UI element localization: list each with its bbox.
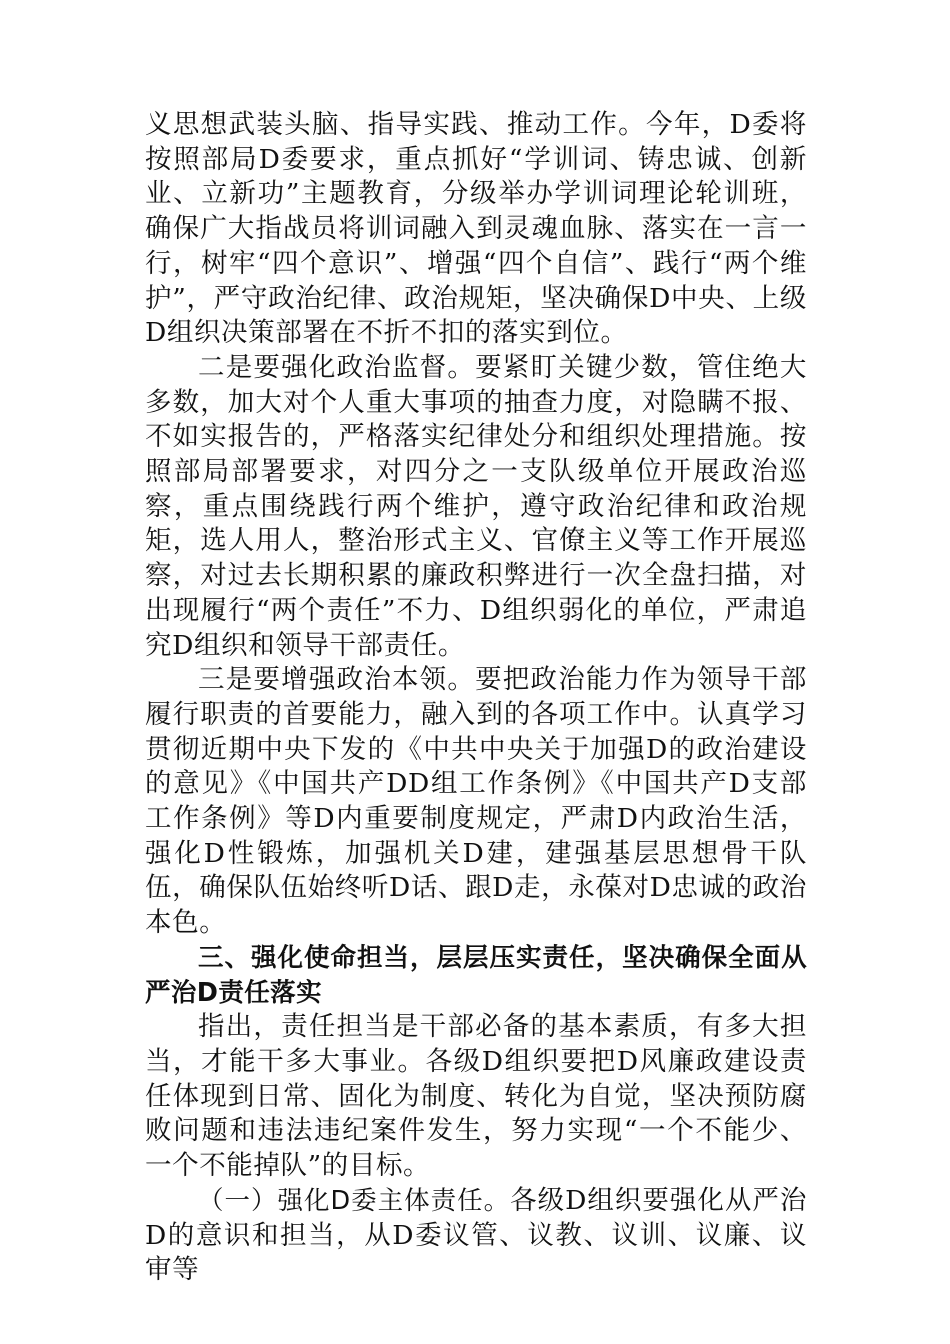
paragraph-continuation: 义思想武装头脑、指导实践、推动工作。今年，D委将按照部局D委要求，重点抓好“学训词、铸忠诚、创新业、立新功”主题教育，分级举办学训词理论轮训班，确保广大指战员将训词融入到灵魂血脉、落实在一言一行，树牢“四个意识”、增强“四个自信”、践行“两个维护”，严守政治纪律、政治规矩，坚决确保D中央、上级D组织决策部署在不折不扣的落实到位。 [145, 109, 807, 349]
paragraph-political-ability: 三是要增强政治本领。要把政治能力作为领导干部履行职责的首要能力，融入到的各项工作中。认真学习贯彻近期中央下发的《中共中央关于加强D的政治建设的意见》《中国共产DD组工作条例》《中国共产D支部工作条例》等D内重要制度规定，严肃D内政治生活，强化D性锻炼，加强机关D建，建强基层思想骨干队伍，确保队伍始终听D话、跟D走，永葆对D忠诚的政治本色。 [145, 664, 807, 939]
paragraph-political-supervision: 二是要强化政治监督。要紧盯关键少数，管住绝大多数，加大对个人重大事项的抽查力度，对隐瞒不报、不如实报告的，严格落实纪律处分和组织处理措施。按照部局部署要求，对四分之一支队级单位开展政治巡察，重点围绕践行两个维护，遵守政治纪律和政治规矩，选人用人，整治形式主义、官僚主义等工作开展巡察，对过去长期积累的廉政积弊进行一次全盘扫描，对出现履行“两个责任”不力、D组织弱化的单位，严肃追究D组织和领导干部责任。 [145, 351, 807, 661]
paragraph-responsibility: 指出，责任担当是干部必备的基本素质，有多大担当，才能干多大事业。各级D组织要把D风廉政建设责任体现到日常、固化为制度、转化为自觉，坚决预防腐败问题和违法违纪案件发生，努力实现“一个不能少、一个不能掉队”的目标。 [145, 1011, 807, 1182]
section-heading: 三、强化使命担当，层层压实责任，坚决确保全面从严治D责任落实 [145, 942, 807, 1008]
subsection-text: 各级D组织要强化从严治D的意识和担当，从D委议管、议教、议训、议廉、议审等 [145, 1184, 807, 1286]
paragraph-party-committee-responsibility [145, 1184, 807, 1288]
document-body [145, 108, 807, 1288]
subsection-label: （一）强化D委主体责任。 [198, 1185, 511, 1216]
